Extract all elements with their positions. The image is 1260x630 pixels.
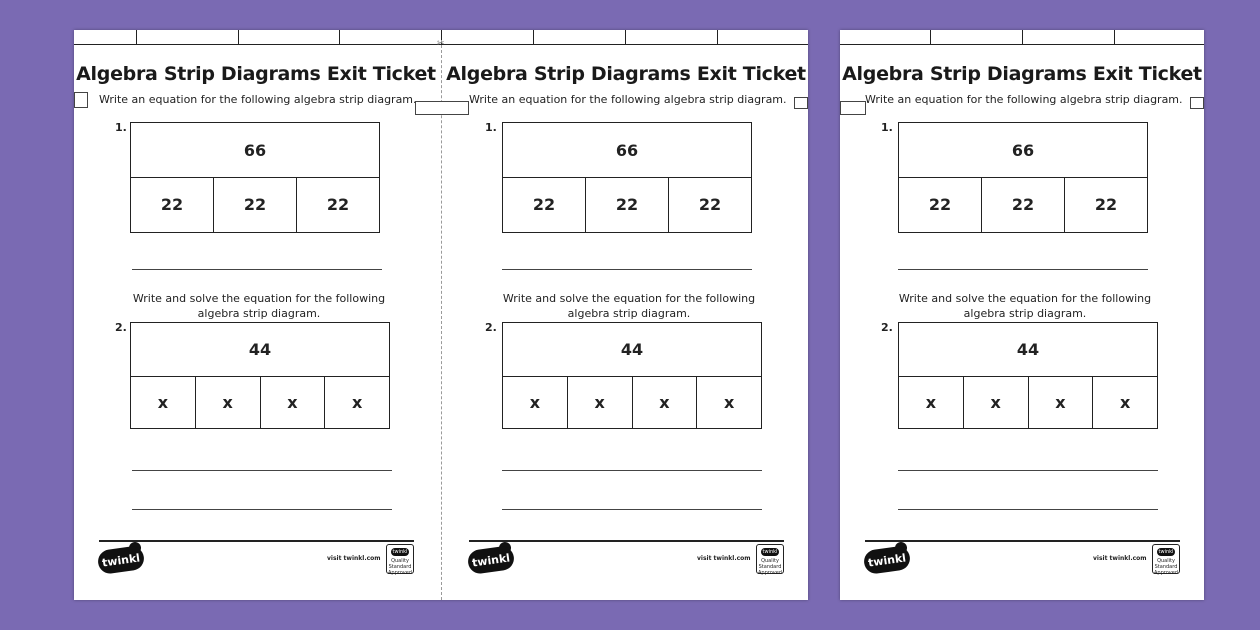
quality-seal-icon <box>756 544 784 574</box>
question-number: 2. <box>485 321 497 334</box>
answer-line[interactable] <box>132 269 382 270</box>
exit-ticket <box>840 30 1204 600</box>
strip-whole: 66 <box>899 123 1147 178</box>
strip-part: x <box>696 376 761 428</box>
strip-diagram-1 <box>130 122 380 233</box>
question-number: 2. <box>881 321 893 334</box>
footer-rule <box>99 540 414 542</box>
visit-link[interactable]: visit twinkl.com <box>697 555 751 562</box>
strip-part: 22 <box>1064 177 1147 232</box>
scissors-icon: ✂ <box>437 39 445 49</box>
twinkl-logo: twinkl <box>97 545 146 575</box>
answer-line[interactable] <box>898 509 1158 510</box>
worksheet-page-right <box>840 30 1204 600</box>
ticket-title: Algebra Strip Diagrams Exit Ticket <box>446 63 806 85</box>
strip-part: x <box>1092 376 1157 428</box>
answer-line[interactable] <box>898 470 1158 471</box>
exit-ticket <box>74 30 438 600</box>
twinkl-logo: twinkl <box>863 545 912 575</box>
instruction-1: Write an equation for the following algebra strip diagram. <box>99 93 417 106</box>
strip-part: x <box>157 392 169 412</box>
strip-part: 22 <box>213 177 296 232</box>
strip-diagram-1 <box>898 122 1148 233</box>
strip-diagram-1 <box>502 122 752 233</box>
seal-text: Quality Standard Approved <box>758 558 782 576</box>
strip-part: x <box>1028 376 1093 428</box>
answer-line[interactable] <box>502 509 762 510</box>
answer-line[interactable] <box>502 269 752 270</box>
strip-part: x <box>925 392 937 412</box>
question-number: 1. <box>485 121 497 134</box>
instruction-2: Write and solve the equation for the following algebra strip diagram. <box>132 292 386 320</box>
quality-seal-icon <box>386 544 414 574</box>
question-number: 1. <box>115 121 127 134</box>
instruction-2: Write and solve the equation for the following algebra strip diagram. <box>502 292 756 320</box>
ticket-title: Algebra Strip Diagrams Exit Ticket <box>76 63 436 85</box>
strip-whole: 44 <box>503 323 761 377</box>
strip-part: x <box>260 376 325 428</box>
instruction-1: Write an equation for the following algebra strip diagram. <box>469 93 787 106</box>
answer-line[interactable] <box>132 470 392 471</box>
visit-link[interactable]: visit twinkl.com <box>327 555 381 562</box>
twinkl-logo: twinkl <box>467 545 516 575</box>
strip-part: 22 <box>160 195 184 214</box>
cut-line <box>441 40 442 600</box>
answer-line[interactable] <box>132 509 392 510</box>
seal-badge: twinkl <box>1158 549 1174 555</box>
strip-diagram-2 <box>130 322 390 429</box>
strip-part: 22 <box>928 195 952 214</box>
quality-seal-icon <box>1152 544 1180 574</box>
strip-part: x <box>324 376 389 428</box>
instruction-2: Write and solve the equation for the following algebra strip diagram. <box>898 292 1152 320</box>
strip-part: 22 <box>981 177 1064 232</box>
instruction-1: Write an equation for the following algebra strip diagram. <box>865 93 1183 106</box>
strip-part: x <box>529 392 541 412</box>
visit-link[interactable]: visit twinkl.com <box>1093 555 1147 562</box>
worksheet-page-left <box>74 30 808 600</box>
question-number: 1. <box>881 121 893 134</box>
strip-part: 22 <box>532 195 556 214</box>
strip-part: 22 <box>296 177 379 232</box>
strip-part: x <box>632 376 697 428</box>
strip-part: 22 <box>668 177 751 232</box>
answer-line[interactable] <box>898 269 1148 270</box>
seal-badge: twinkl <box>762 549 778 555</box>
strip-part: x <box>195 376 260 428</box>
footer-rule <box>865 540 1180 542</box>
exit-ticket <box>444 30 808 600</box>
strip-whole: 44 <box>131 323 389 377</box>
strip-diagram-2 <box>898 322 1158 429</box>
strip-part: x <box>963 376 1028 428</box>
strip-diagram-2 <box>502 322 762 429</box>
question-number: 2. <box>115 321 127 334</box>
seal-badge: twinkl <box>392 549 408 555</box>
ticket-title: Algebra Strip Diagrams Exit Ticket <box>842 63 1202 85</box>
strip-part: x <box>567 376 632 428</box>
seal-text: Quality Standard Approved <box>388 558 412 576</box>
footer-rule <box>469 540 784 542</box>
strip-part: 22 <box>585 177 668 232</box>
seal-text: Quality Standard Approved <box>1154 558 1178 576</box>
strip-whole: 66 <box>131 123 379 178</box>
strip-whole: 66 <box>503 123 751 178</box>
strip-whole: 44 <box>899 323 1157 377</box>
answer-line[interactable] <box>502 470 762 471</box>
